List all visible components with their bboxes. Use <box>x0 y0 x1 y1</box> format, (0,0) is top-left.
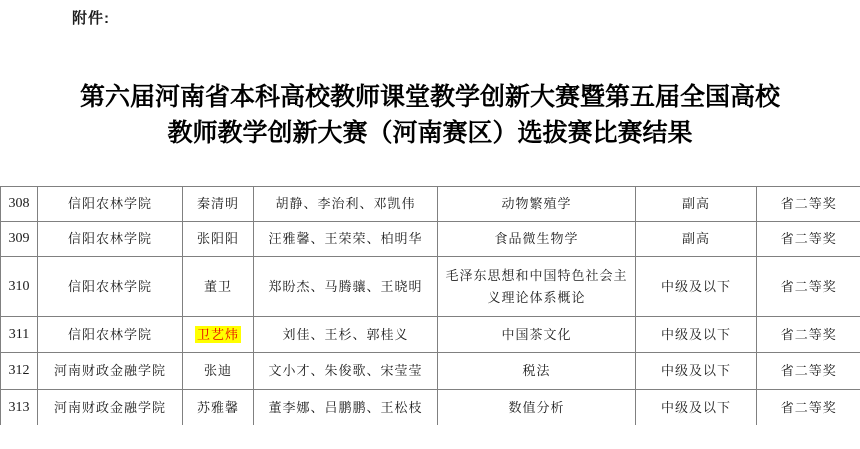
team-cell: 胡静、李治利、邓凯伟 <box>254 187 438 222</box>
team-cell: 董李娜、吕鹏鹏、王松枝 <box>254 390 438 425</box>
highlighted-teacher-name: 卫艺炜 <box>196 326 239 342</box>
school-cell: 信阳农林学院 <box>38 222 183 257</box>
team-cell: 郑盼杰、马腾骧、王晓明 <box>254 257 438 317</box>
title-level-cell: 中级及以下 <box>636 257 757 317</box>
team-cell: 汪雅馨、王荣荣、柏明华 <box>254 222 438 257</box>
title-level-cell: 中级及以下 <box>636 353 757 390</box>
title-level-cell: 中级及以下 <box>636 317 757 353</box>
award-cell: 省二等奖 <box>757 353 860 390</box>
course-cell: 毛泽东思想和中国特色社会主义理论体系概论 <box>438 257 636 317</box>
award-cell: 省二等奖 <box>757 222 860 257</box>
course-cell: 食品微生物学 <box>438 222 636 257</box>
table-row <box>1 257 860 317</box>
title-level-cell: 副高 <box>636 187 757 222</box>
team-cell: 刘佳、王杉、郭桂义 <box>254 317 438 353</box>
teacher-cell: 董卫 <box>183 257 254 317</box>
school-cell: 河南财政金融学院 <box>38 390 183 425</box>
table-row <box>1 353 860 390</box>
row-number-cell: 313 <box>1 390 38 425</box>
course-cell: 税法 <box>438 353 636 390</box>
award-cell: 省二等奖 <box>757 257 860 317</box>
title-level-cell: 副高 <box>636 222 757 257</box>
table-row <box>1 222 860 257</box>
document-title <box>0 80 860 152</box>
table-row <box>1 187 860 222</box>
school-cell: 信阳农林学院 <box>38 257 183 317</box>
title-line-2: 教师教学创新大赛（河南赛区）选拔赛比赛结果 <box>167 120 693 147</box>
title-line-1: 第六届河南省本科高校教师课堂教学创新大赛暨第五届全国高校 <box>79 84 780 111</box>
school-cell: 河南财政金融学院 <box>38 353 183 390</box>
teacher-cell: 张迪 <box>183 353 254 390</box>
school-cell: 信阳农林学院 <box>38 187 183 222</box>
row-number-cell: 309 <box>1 222 38 257</box>
row-number-cell: 310 <box>1 257 38 317</box>
title-level-cell: 中级及以下 <box>636 390 757 425</box>
award-cell: 省二等奖 <box>757 187 860 222</box>
course-cell: 动物繁殖学 <box>438 187 636 222</box>
table-row <box>1 317 860 353</box>
teacher-cell: 苏雅馨 <box>183 390 254 425</box>
course-cell: 数值分析 <box>438 390 636 425</box>
row-number-cell: 312 <box>1 353 38 390</box>
school-cell: 信阳农林学院 <box>38 317 183 353</box>
row-number-cell: 308 <box>1 187 38 222</box>
teacher-cell <box>183 317 254 353</box>
table-row <box>1 390 860 425</box>
row-number-cell: 311 <box>1 317 38 353</box>
teacher-cell: 张阳阳 <box>183 222 254 257</box>
attachment-label: 附件: <box>72 10 110 27</box>
award-cell: 省二等奖 <box>757 317 860 353</box>
course-cell: 中国茶文化 <box>438 317 636 353</box>
award-cell: 省二等奖 <box>757 390 860 425</box>
results-table <box>0 186 860 425</box>
teacher-cell: 秦清明 <box>183 187 254 222</box>
team-cell: 文小才、朱俊歌、宋莹莹 <box>254 353 438 390</box>
